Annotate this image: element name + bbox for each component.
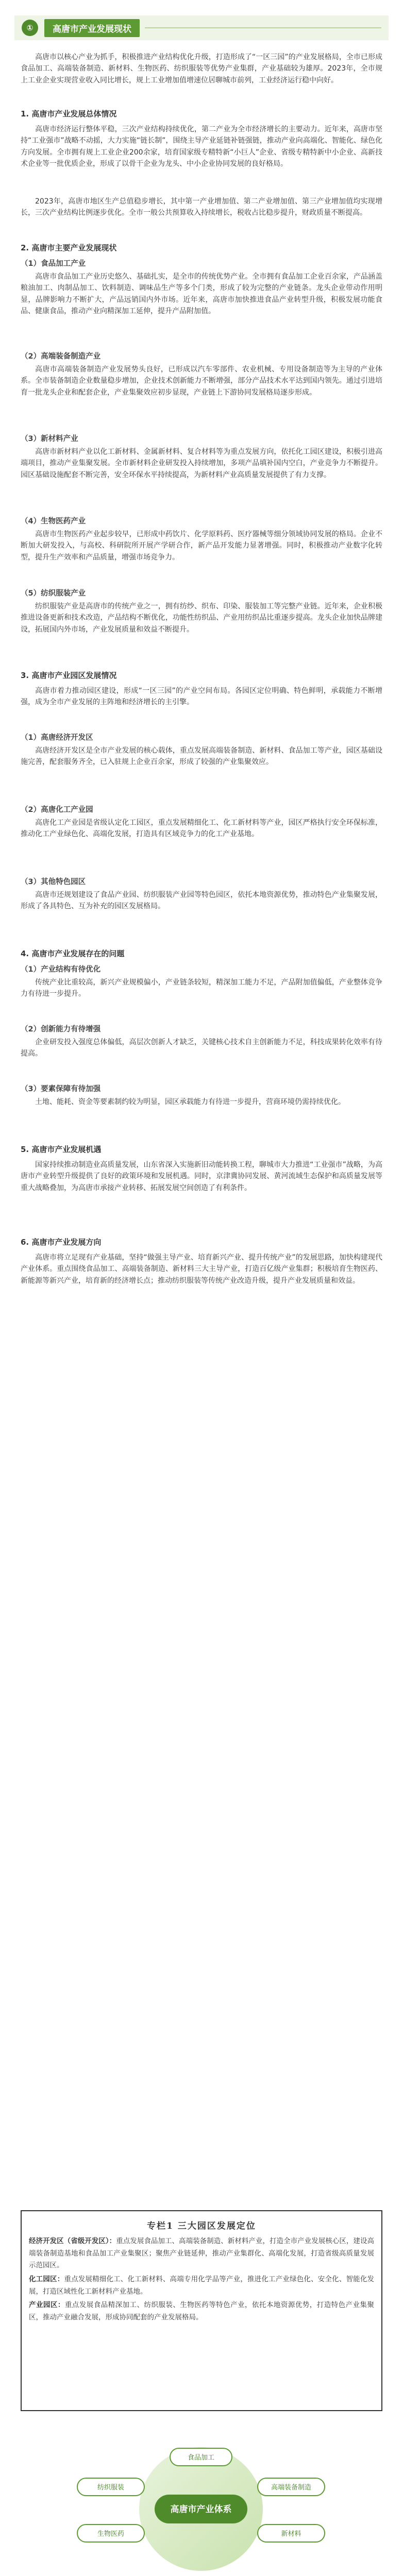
heading: 6. 高唐市产业发展方向: [21, 1238, 102, 1247]
heading: 3. 高唐市产业园区发展情况: [21, 671, 117, 680]
svg-text:生物医药: 生物医药: [97, 2530, 125, 2538]
subheading: （1）产业结构有待优化: [21, 965, 101, 974]
diagram-node: [77, 2524, 144, 2542]
heading: 2. 高唐市主要产业发展现状: [21, 243, 117, 252]
subheading: （1）高唐经济开发区: [21, 734, 93, 742]
zone-overview-box: [21, 2210, 382, 2411]
paragraph: 纺织服装产业是高唐市的传统产业之一，拥有纺纱、织布、印染、服装加工等完整产业链。近年来，企业积极推进设备更新和技术改造，产品结构不断优化，功能性纺织品、产业用纺织品比重逐步提高。龙头企业加快品牌建设，拓展国内外市场，产业发展质量和效益不断提升。: [21, 602, 382, 634]
svg-text:纺织服装: 纺织服装: [97, 2484, 125, 2492]
paragraph: 高唐市新材料产业以化工新材料、金属新材料、复合材料等为重点发展方向，依托化工园区建设，积极引进高端项目，推动产业集聚发展。全市新材料企业研发投入持续增加，多项产品填补国内空白，产业竞争力不断提升。园区基础设施配套不断完善，安全环保水平持续提高，为新材料产业高质量发展提供了有力支撑。: [21, 448, 382, 479]
subheading: （3）新材料产业: [21, 435, 78, 443]
subheading: （3）要素保障有待加强: [21, 1085, 101, 1093]
section-number: ①: [22, 20, 38, 36]
zone-item: 经济开发区（省级开发区）：重点发展食品加工、高端装备制造、新材料产业，打造全市产业发展核心区，建设高端装备制造基地和食品加工产业集聚区；聚焦产业链延伸，推动产业集群化、高端化发展，打造省级高质量发展示范园区。: [29, 2237, 375, 2270]
heading: 1. 高唐市产业发展总体情况: [21, 109, 117, 118]
subheading: （1）食品加工产业: [21, 260, 86, 268]
paragraph: 高唐市食品加工产业历史悠久、基础扎实，是全市的传统优势产业。全市拥有食品加工企业百余家，产品涵盖粮油加工、肉制品加工、饮料制造、调味品生产等多个门类，形成了较为完整的产业链条。龙头企业带动作用明显，品牌影响力不断扩大，产品远销国内外市场。近年来，高唐市加快推进食品产业转型升级，积极发展功能食品、健康食品，推动产业向精深加工延伸，提升产品附加值。: [21, 273, 382, 316]
paragraph: 高唐市还规划建设了食品产业园、纺织服装产业园等特色园区，依托本地资源优势，推动特色产业集聚发展，形成了各具特色、互为补充的园区发展格局。: [21, 891, 382, 911]
heading: 5. 高唐市产业发展机遇: [21, 1145, 102, 1154]
svg-text:高端装备制造: 高端装备制造: [271, 2484, 312, 2492]
subheading: （2）高端装备制造产业: [21, 352, 101, 361]
paragraph: 高唐市着力推动园区建设，形成“一区三园”的产业空间布局。各园区定位明确、特色鲜明，承载能力不断增强，成为全市产业发展的主阵地和经济增长的主引擎。: [21, 687, 382, 707]
industry-diagram: [67, 2437, 335, 2576]
heading: 4. 高唐市产业发展存在的问题: [21, 949, 125, 958]
section-divider: [145, 27, 381, 28]
section-title: 高唐市产业发展现状: [44, 19, 140, 37]
zone-box-title: 专栏1 三大园区发展定位: [147, 2221, 256, 2231]
subheading: （4）生物医药产业: [21, 517, 86, 526]
paragraph: 高唐经济开发区是全市产业发展的核心载体，重点发展高端装备制造、新材料、食品加工等产业，园区基础设施完善，配套服务齐全，已入驻规上企业百余家，形成了较强的产业集聚效应。: [21, 747, 382, 767]
diagram-node: [77, 2478, 144, 2496]
diagram-node: [258, 2478, 325, 2496]
paragraph: 传统产业比重较高，新兴产业规模偏小，产业链条较短，精深加工能力不足，产品附加值偏低，产业整体竞争力有待进一步提升。: [21, 978, 382, 998]
intro-paragraph: 高唐市以核心产业为抓手，积极推进产业结构优化升级，打造形成了“一区三园”的产业发展格局，全市已形成食品加工、高端装备制造、新材料、生物医药、纺织服装等优势产业集群，产业基础较为雄厚。2023年，全市规上工业企业实现营业收入同比增长，规上工业增加值增速位居聊城市前列，工业经济运行稳中向好。: [21, 53, 382, 84]
paragraph: 高唐市生物医药产业起步较早，已形成中药饮片、化学原料药、医疗器械等细分领域协同发展的格局。企业不断加大研发投入，与高校、科研院所开展产学研合作，新产品开发能力显著增强。同时，积极推动产业数字化转型，提升生产效率和产品质量，增强市场竞争力。: [21, 530, 382, 562]
subheading: （5）纺织服装产业: [21, 589, 86, 598]
diagram-node: [170, 2448, 232, 2466]
subheading: （2）高唐化工产业园: [21, 806, 93, 814]
paragraph: 土地、能耗、资金等要素制约较为明显，园区承载能力有待进一步提升，营商环境仍需持续优化。: [35, 1098, 345, 1106]
paragraph: 国家持续推动制造业高质量发展，山东省深入实施新旧动能转换工程，聊城市大力推进“工业强市”战略，为高唐市产业转型升级提供了良好的政策环境和发展机遇。同时，京津冀协同发展、黄河流域生态保护和高质量发展等重大战略叠加，为高唐市承接产业转移、拓展发展空间创造了有利条件。: [21, 1161, 382, 1192]
section-header: [14, 15, 389, 40]
paragraph: 2023年，高唐市地区生产总值稳步增长，其中第一产业增加值、第二产业增加值、第三产业增加值均实现增长，三次产业结构比例逐步优化。全市一般公共预算收入持续增长，税收占比稳步提升，财政质量不断提高。: [21, 197, 382, 217]
zone-item: 化工园区：重点发展精细化工、化工新材料、高端专用化学品等产业，推进化工产业绿色化、安全化、智能化发展，打造区域性化工新材料产业基地。: [29, 2275, 375, 2296]
paragraph: 高唐市经济运行整体平稳，三次产业结构持续优化，第二产业为全市经济增长的主要动力。近年来，高唐市坚持“工业强市”战略不动摇，大力实施“链长制”，围绕主导产业延链补链强链，推动产业向高端化、智能化、绿色化方向发展。全市拥有规上工业企业200余家，培育国家级专精特新“小巨人”企业、省级专精特新中小企业、高新技术企业等一批优质企业，形成了以骨干企业为龙头、中小企业协同发展的良好格局。: [21, 125, 382, 168]
subheading: （2）创新能力有待增强: [21, 1025, 101, 1033]
zone-item: 产业园区：重点发展食品精深加工、纺织服装、生物医药等特色产业，依托本地资源优势，打造特色产业集聚区，推动产业融合发展，形成协同配套的产业发展格局。: [29, 2301, 375, 2321]
paragraph: 高唐化工产业园是省级认定化工园区，重点发展精细化工、化工新材料等产业，园区严格执行安全环保标准，推动化工产业绿色化、高端化发展，打造具有区域竞争力的化工产业基地。: [21, 819, 382, 839]
svg-text:新材料: 新材料: [281, 2530, 301, 2538]
svg-text:食品加工: 食品加工: [187, 2454, 215, 2462]
paragraph: 高唐市将立足现有产业基础，坚持“做强主导产业、培育新兴产业、提升传统产业”的发展思路，加快构建现代产业体系。重点围绕食品加工、高端装备制造、新材料三大主导产业，打造百亿级产业集群；积极培育生物医药、新能源等新兴产业，培育新的经济增长点；推动纺织服装等传统产业改造升级，提升产业发展质量和效益。: [21, 1253, 382, 1285]
diagram-center-label: 高唐市产业体系: [170, 2504, 232, 2515]
paragraph: 高唐市高端装备制造产业发展势头良好，已形成以汽车零部件、农业机械、专用设备制造等为主导的产业体系。全市装备制造企业数量稳步增加，企业技术创新能力不断增强，部分产品技术水平达到国内领先。通过引进培育一批龙头企业和配套企业，产业集聚效应初步显现，产业链上下游协同发展格局逐步形成。: [21, 365, 382, 397]
diagram-node: [258, 2524, 325, 2542]
subheading: （3）其他特色园区: [21, 878, 86, 886]
paragraph: 企业研发投入强度总体偏低，高层次创新人才缺乏，关键核心技术自主创新能力不足，科技成果转化效率有待提高。: [21, 1038, 382, 1058]
